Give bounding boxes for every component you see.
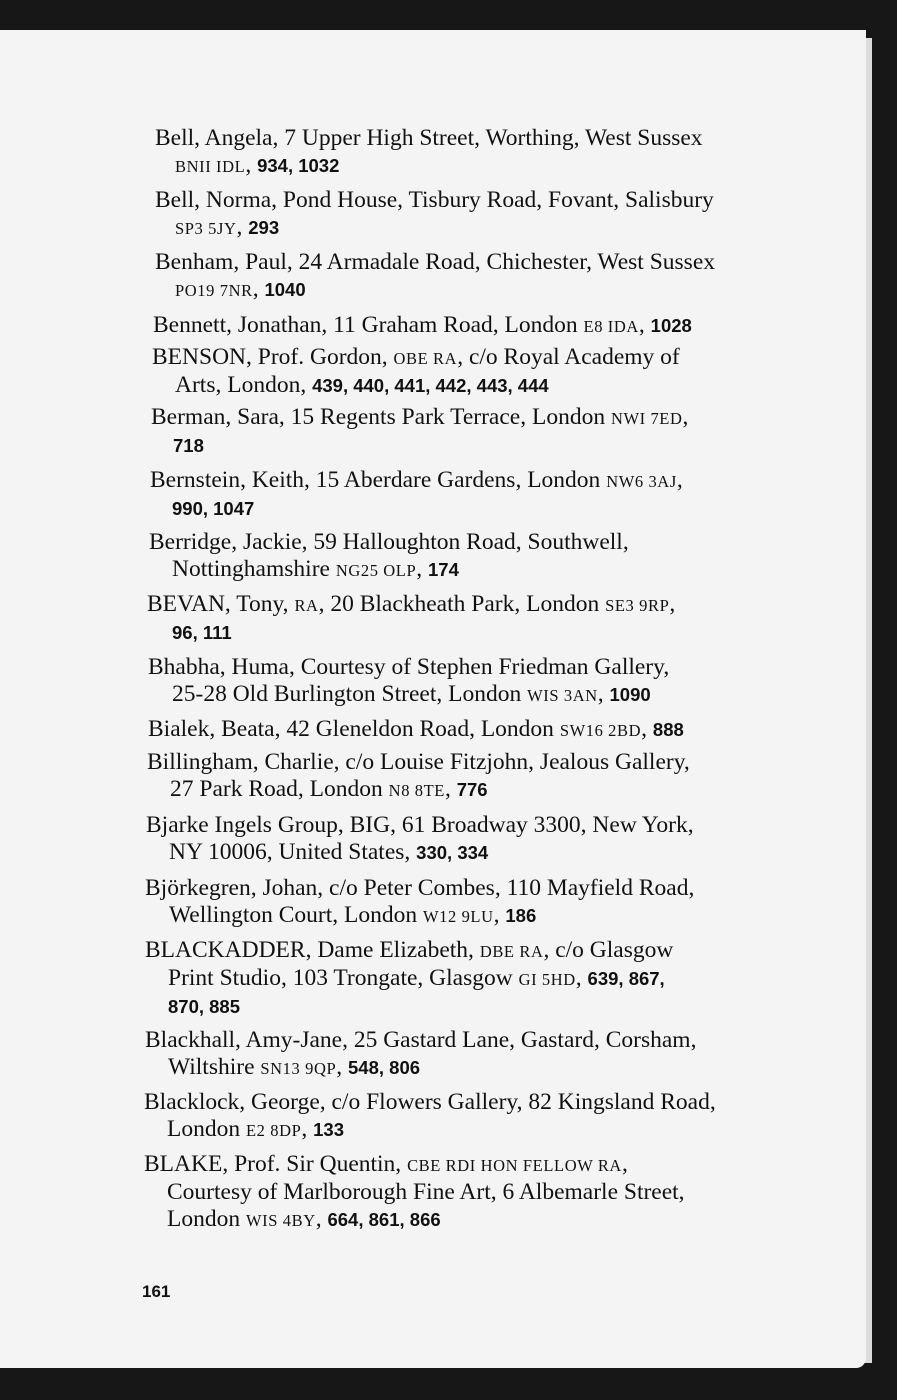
entry-first-line bbox=[149, 529, 629, 556]
postcode-or-honours: NW6 3AJ bbox=[606, 472, 677, 491]
entry-continuation-line bbox=[172, 681, 669, 709]
index-entry bbox=[147, 749, 690, 804]
postcode-or-honours: OBE RA bbox=[393, 349, 458, 368]
postcode-or-honours: SN13 9QP bbox=[260, 1059, 337, 1078]
entry-text: Bhabha, Huma, Courtesy of Stephen Friedman Gallery, bbox=[148, 654, 670, 680]
entry-continuation-line bbox=[175, 152, 703, 180]
entry-first-line bbox=[145, 937, 673, 965]
postcode-or-honours: NWI 7ED bbox=[610, 409, 683, 428]
catalogue-numbers: 174 bbox=[428, 559, 459, 580]
entry-text: Bialek, Beata, 42 Gleneldon Road, London bbox=[148, 716, 560, 742]
index-entry bbox=[144, 1089, 716, 1144]
catalogue-numbers: 1028 bbox=[650, 315, 692, 336]
entry-first-line bbox=[148, 716, 684, 744]
separator: , bbox=[245, 152, 258, 178]
entry-text: Bennett, Jonathan, 11 Graham Road, London bbox=[153, 312, 584, 338]
separator: , bbox=[252, 276, 265, 302]
entry-text: Wellington Court, London bbox=[169, 902, 423, 928]
separator: , bbox=[301, 1116, 314, 1142]
index-entry bbox=[145, 937, 673, 1020]
index-entry bbox=[151, 404, 688, 459]
entry-text: London bbox=[167, 1116, 246, 1142]
entry-first-line bbox=[155, 187, 714, 214]
entry-first-line bbox=[145, 1027, 696, 1054]
entry-text: 25-28 Old Burlington Street, London bbox=[172, 681, 528, 707]
separator: , bbox=[236, 214, 249, 240]
entry-text: Bjarke Ingels Group, BIG, 61 Broadway 3300, New York, bbox=[146, 812, 694, 838]
separator: , bbox=[669, 591, 676, 617]
entry-text: , c/o Glasgow bbox=[543, 937, 674, 963]
catalogue-numbers: 96, 111 bbox=[172, 622, 232, 643]
separator: , bbox=[493, 902, 506, 928]
catalogue-numbers: 718 bbox=[173, 435, 204, 456]
entry-continuation-line bbox=[167, 1206, 685, 1234]
postcode-or-honours: WIS 4BY bbox=[245, 1211, 316, 1230]
entry-continuation-line bbox=[169, 839, 694, 866]
page-number: 161 bbox=[142, 1282, 171, 1301]
index-entry bbox=[155, 187, 714, 242]
postcode-or-honours: RA bbox=[294, 596, 319, 615]
entry-first-line bbox=[155, 125, 703, 152]
entry-text: Courtesy of Marlborough Fine Art, 6 Albemarle Street, bbox=[167, 1179, 685, 1205]
entry-text: Blacklock, George, c/o Flowers Gallery, 82 Kingsland Road, bbox=[144, 1089, 716, 1115]
postcode-or-honours: NG25 OLP bbox=[335, 561, 417, 580]
entry-text: BENSON, Prof. Gordon, bbox=[152, 344, 394, 370]
entry-text: Billingham, Charlie, c/o Louise Fitzjohn, Jealous Gallery, bbox=[147, 749, 690, 775]
entry-first-line bbox=[144, 1151, 685, 1179]
entry-text: Björkegren, Johan, c/o Peter Combes, 110 Mayfield Road, bbox=[145, 875, 695, 901]
index-entry bbox=[145, 875, 694, 930]
entry-text: Blackhall, Amy-Jane, 25 Gastard Lane, Gastard, Corsham, bbox=[145, 1027, 697, 1053]
postcode-or-honours: N8 8TE bbox=[388, 781, 445, 800]
entry-text: Berridge, Jackie, 59 Halloughton Road, Southwell, bbox=[149, 529, 629, 555]
postcode-or-honours: GI 5HD bbox=[518, 970, 576, 989]
entry-continuation-line bbox=[168, 993, 673, 1020]
entry-text: BEVAN, Tony, bbox=[147, 591, 295, 617]
separator: , bbox=[638, 312, 651, 338]
entry-text: Arts, London, bbox=[175, 372, 313, 398]
separator: , bbox=[336, 1054, 349, 1080]
entry-text: , 20 Blackheath Park, London bbox=[318, 591, 606, 617]
entry-continuation-line bbox=[172, 619, 675, 646]
postcode-or-honours: SP3 5JY bbox=[175, 219, 237, 238]
catalogue-numbers: 1090 bbox=[609, 684, 651, 705]
entry-continuation-line bbox=[168, 1054, 696, 1082]
separator: , bbox=[641, 716, 653, 742]
entry-first-line bbox=[155, 249, 715, 276]
separator: , bbox=[597, 681, 610, 707]
entry-text: London bbox=[167, 1206, 246, 1232]
index-entry bbox=[148, 654, 669, 709]
entry-text: Berman, Sara, 15 Regents Park Terrace, London bbox=[151, 404, 611, 430]
index-entry bbox=[149, 529, 629, 584]
index-entry bbox=[144, 1151, 685, 1234]
postcode-or-honours: WIS 3AN bbox=[527, 686, 598, 705]
entry-text: Bell, Norma, Pond House, Tisbury Road, Fovant, Salisbury bbox=[155, 187, 714, 213]
entry-text: Benham, Paul, 24 Armadale Road, Chichester, West Sussex bbox=[155, 249, 715, 275]
catalogue-numbers: 439, 440, 441, 442, 443, 444 bbox=[312, 375, 549, 396]
entry-first-line bbox=[144, 1089, 716, 1116]
index-entry bbox=[147, 591, 675, 646]
catalogue-numbers: 1040 bbox=[264, 279, 306, 300]
catalogue-numbers: 548, 806 bbox=[348, 1057, 421, 1078]
entry-continuation-line bbox=[170, 776, 690, 804]
catalogue-numbers: 990, 1047 bbox=[172, 498, 255, 519]
index-entry bbox=[146, 812, 694, 866]
entry-continuation-line bbox=[168, 965, 673, 993]
index-entry bbox=[148, 716, 684, 744]
catalogue-numbers: 330, 334 bbox=[416, 842, 489, 863]
entry-first-line bbox=[150, 467, 683, 495]
separator: , bbox=[682, 404, 689, 430]
entry-text: 27 Park Road, London bbox=[170, 776, 389, 802]
entry-first-line bbox=[151, 404, 688, 432]
separator: , bbox=[315, 1206, 328, 1232]
entry-text: Wiltshire bbox=[168, 1054, 261, 1080]
entry-continuation-line bbox=[175, 372, 680, 399]
catalogue-numbers: 293 bbox=[248, 217, 280, 238]
entry-text: BLAKE, Prof. Sir Quentin, bbox=[144, 1151, 408, 1177]
entry-continuation-line bbox=[167, 1116, 716, 1144]
entry-first-line bbox=[153, 312, 692, 340]
postcode-or-honours: E8 IDA bbox=[583, 317, 639, 336]
entry-first-line bbox=[147, 749, 690, 776]
separator: , bbox=[575, 965, 588, 991]
entry-continuation-line bbox=[175, 276, 715, 304]
postcode-or-honours: W12 9LU bbox=[422, 907, 494, 926]
separator: , bbox=[621, 1151, 628, 1177]
catalogue-numbers: 934, 1032 bbox=[257, 155, 340, 176]
separator: , bbox=[676, 467, 683, 493]
catalogue-numbers: 870, 885 bbox=[168, 996, 241, 1017]
catalogue-numbers: 133 bbox=[313, 1119, 345, 1140]
entry-first-line bbox=[145, 875, 694, 902]
separator: , bbox=[444, 776, 457, 802]
separator: , bbox=[416, 556, 429, 582]
entry-text: Bell, Angela, 7 Upper High Street, Worthing, West Sussex bbox=[155, 125, 703, 151]
entry-continuation-line bbox=[172, 556, 629, 584]
postcode-or-honours: PO19 7NR bbox=[175, 281, 253, 300]
entry-continuation-line bbox=[173, 432, 688, 459]
entry-continuation-line bbox=[167, 1179, 685, 1206]
entry-text: NY 10006, United States, bbox=[169, 839, 417, 865]
catalogue-numbers: 888 bbox=[652, 719, 684, 740]
index-entry bbox=[155, 249, 715, 304]
catalogue-numbers: 639, 867, bbox=[587, 968, 665, 989]
entry-first-line bbox=[148, 654, 669, 681]
postcode-or-honours: CBE RDI HON FELLOW RA bbox=[407, 1156, 622, 1175]
entry-continuation-line bbox=[175, 214, 714, 242]
entry-continuation-line bbox=[169, 902, 694, 930]
entry-first-line bbox=[152, 344, 680, 372]
entry-first-line bbox=[147, 591, 675, 619]
entry-text: Print Studio, 103 Trongate, Glasgow bbox=[168, 965, 519, 991]
index-entry bbox=[153, 312, 692, 340]
catalogue-numbers: 186 bbox=[505, 905, 537, 926]
postcode-or-honours: BNII IDL bbox=[175, 157, 246, 176]
entry-text: , c/o Royal Academy of bbox=[457, 344, 680, 370]
postcode: SE3 9RP bbox=[605, 596, 670, 615]
postcode-or-honours: E2 8DP bbox=[245, 1121, 302, 1140]
index-entry bbox=[155, 125, 703, 180]
book-page bbox=[0, 30, 866, 1368]
postcode-or-honours: SW16 2BD bbox=[559, 721, 642, 740]
catalogue-numbers: 664, 861, 866 bbox=[327, 1209, 441, 1230]
entry-text: Nottinghamshire bbox=[172, 556, 336, 582]
index-entry bbox=[152, 344, 680, 399]
index-entry bbox=[150, 467, 683, 522]
entry-first-line bbox=[146, 812, 694, 839]
entry-continuation-line bbox=[172, 495, 683, 522]
index-entry bbox=[145, 1027, 696, 1082]
entry-text: BLACKADDER, Dame Elizabeth, bbox=[145, 937, 480, 963]
catalogue-numbers: 776 bbox=[456, 779, 488, 800]
entry-text: Bernstein, Keith, 15 Aberdare Gardens, London bbox=[150, 467, 607, 493]
postcode-or-honours: DBE RA bbox=[479, 942, 544, 961]
